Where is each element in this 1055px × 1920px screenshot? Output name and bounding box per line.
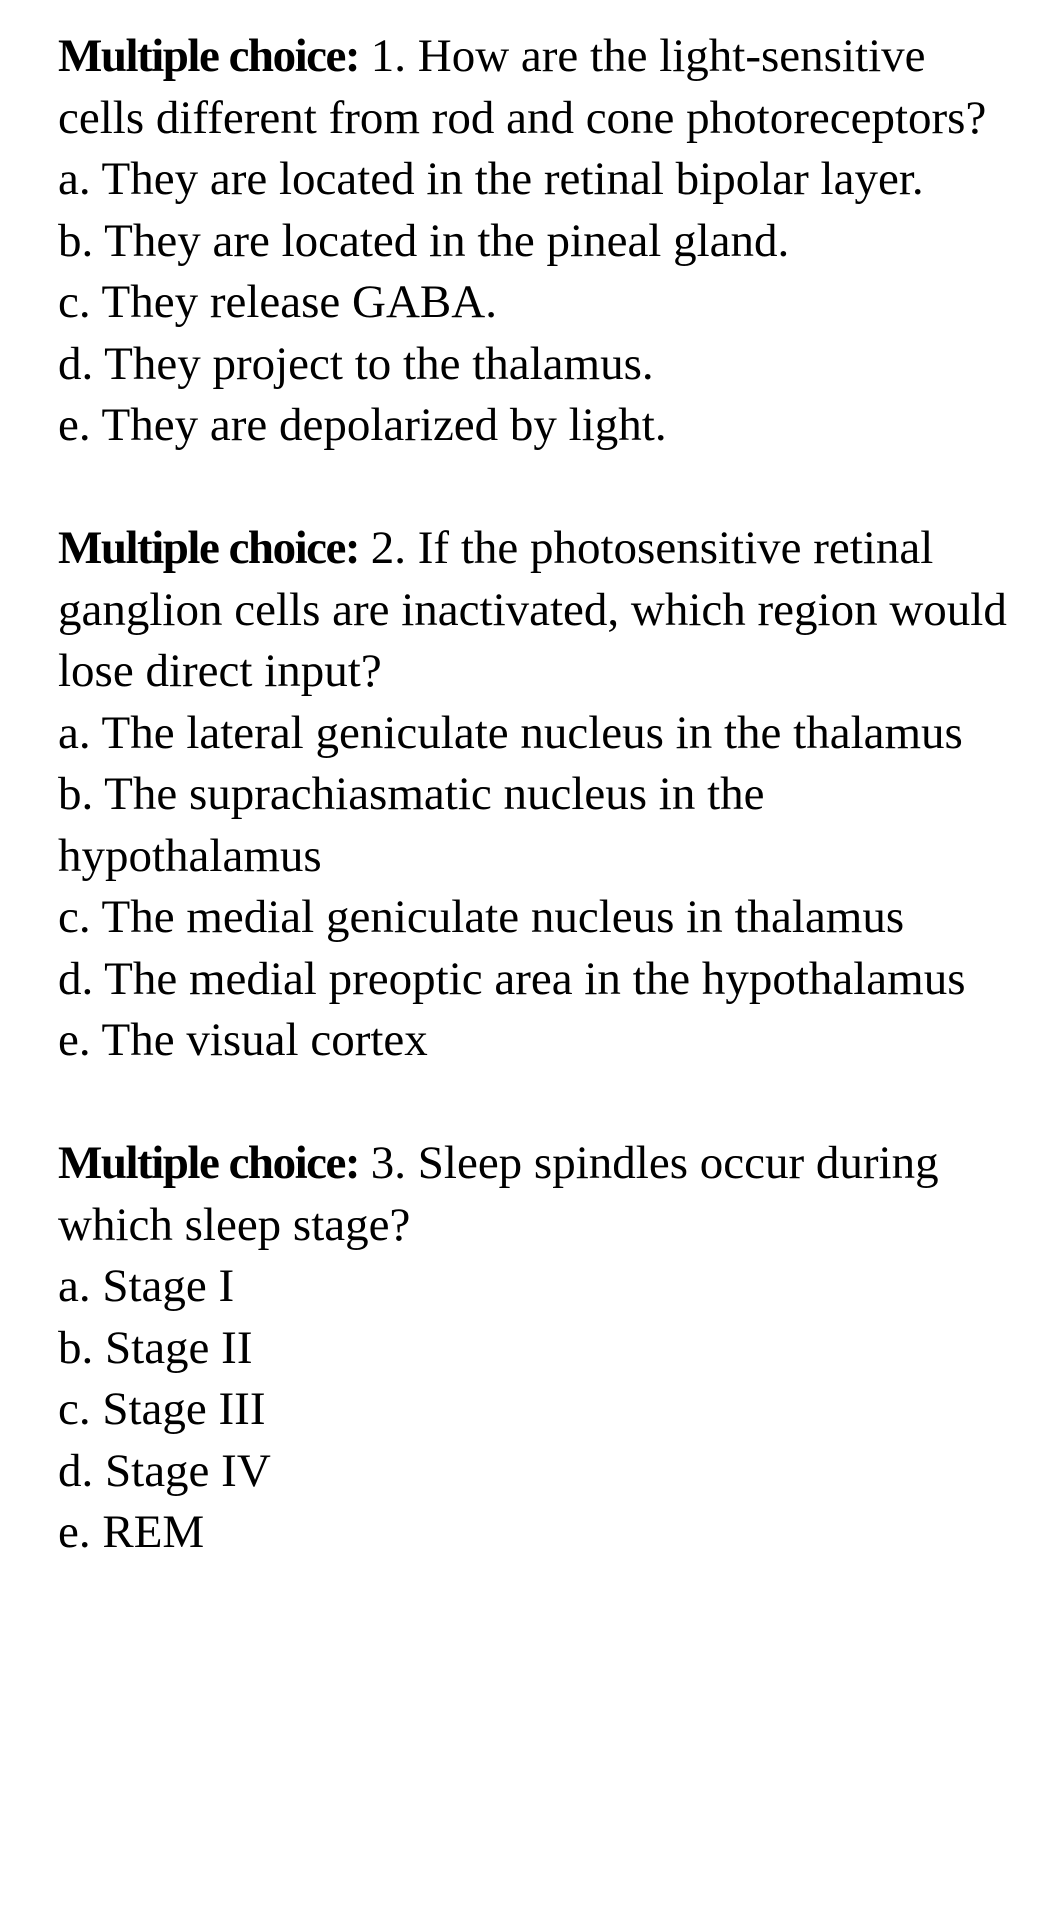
question-label: Multiple choice:: [58, 522, 360, 574]
answer-option-b: b. They are located in the pineal gland.: [58, 214, 790, 267]
answer-option-c: c. The medial geniculate nucleus in thalamus: [58, 891, 905, 943]
answer-option-c: c. Stage III: [58, 1383, 266, 1435]
question-2: [58, 518, 1015, 1072]
answer-option-c: c. They release GABA.: [58, 276, 497, 328]
answer-option-d: d. They project to the thalamus.: [58, 337, 654, 390]
answer-option-a: a. The lateral geniculate nucleus in the thalamus: [58, 706, 963, 759]
answer-option-a: a. Stage I: [58, 1260, 235, 1312]
answer-option-b: b. Stage II: [58, 1321, 253, 1374]
answer-option-e: e. The visual cortex: [58, 1014, 428, 1066]
question-prompt: 2. If the photosensitive retinal ganglion cells are inactivated, which region would lose direct input?: [58, 522, 1007, 697]
answer-option-d: d. The medial preoptic area in the hypothalamus: [58, 952, 966, 1005]
answer-option-e: e. REM: [58, 1506, 205, 1558]
question-1: [58, 26, 1015, 457]
question-label: Multiple choice:: [58, 30, 360, 82]
question-3: [58, 1133, 1015, 1564]
answer-option-a: a. They are located in the retinal bipolar layer.: [58, 153, 924, 205]
question-prompt: 1. How are the light-sensitive cells different from rod and cone photoreceptors?: [58, 30, 987, 144]
answer-option-d: d. Stage IV: [58, 1444, 271, 1497]
question-label: Multiple choice:: [58, 1137, 360, 1189]
answer-option-e: e. They are depolarized by light.: [58, 399, 667, 451]
answer-option-b: b. The suprachiasmatic nucleus in the hypothalamus: [58, 768, 765, 882]
question-prompt: 3. Sleep spindles occur during which sleep stage?: [58, 1137, 939, 1251]
